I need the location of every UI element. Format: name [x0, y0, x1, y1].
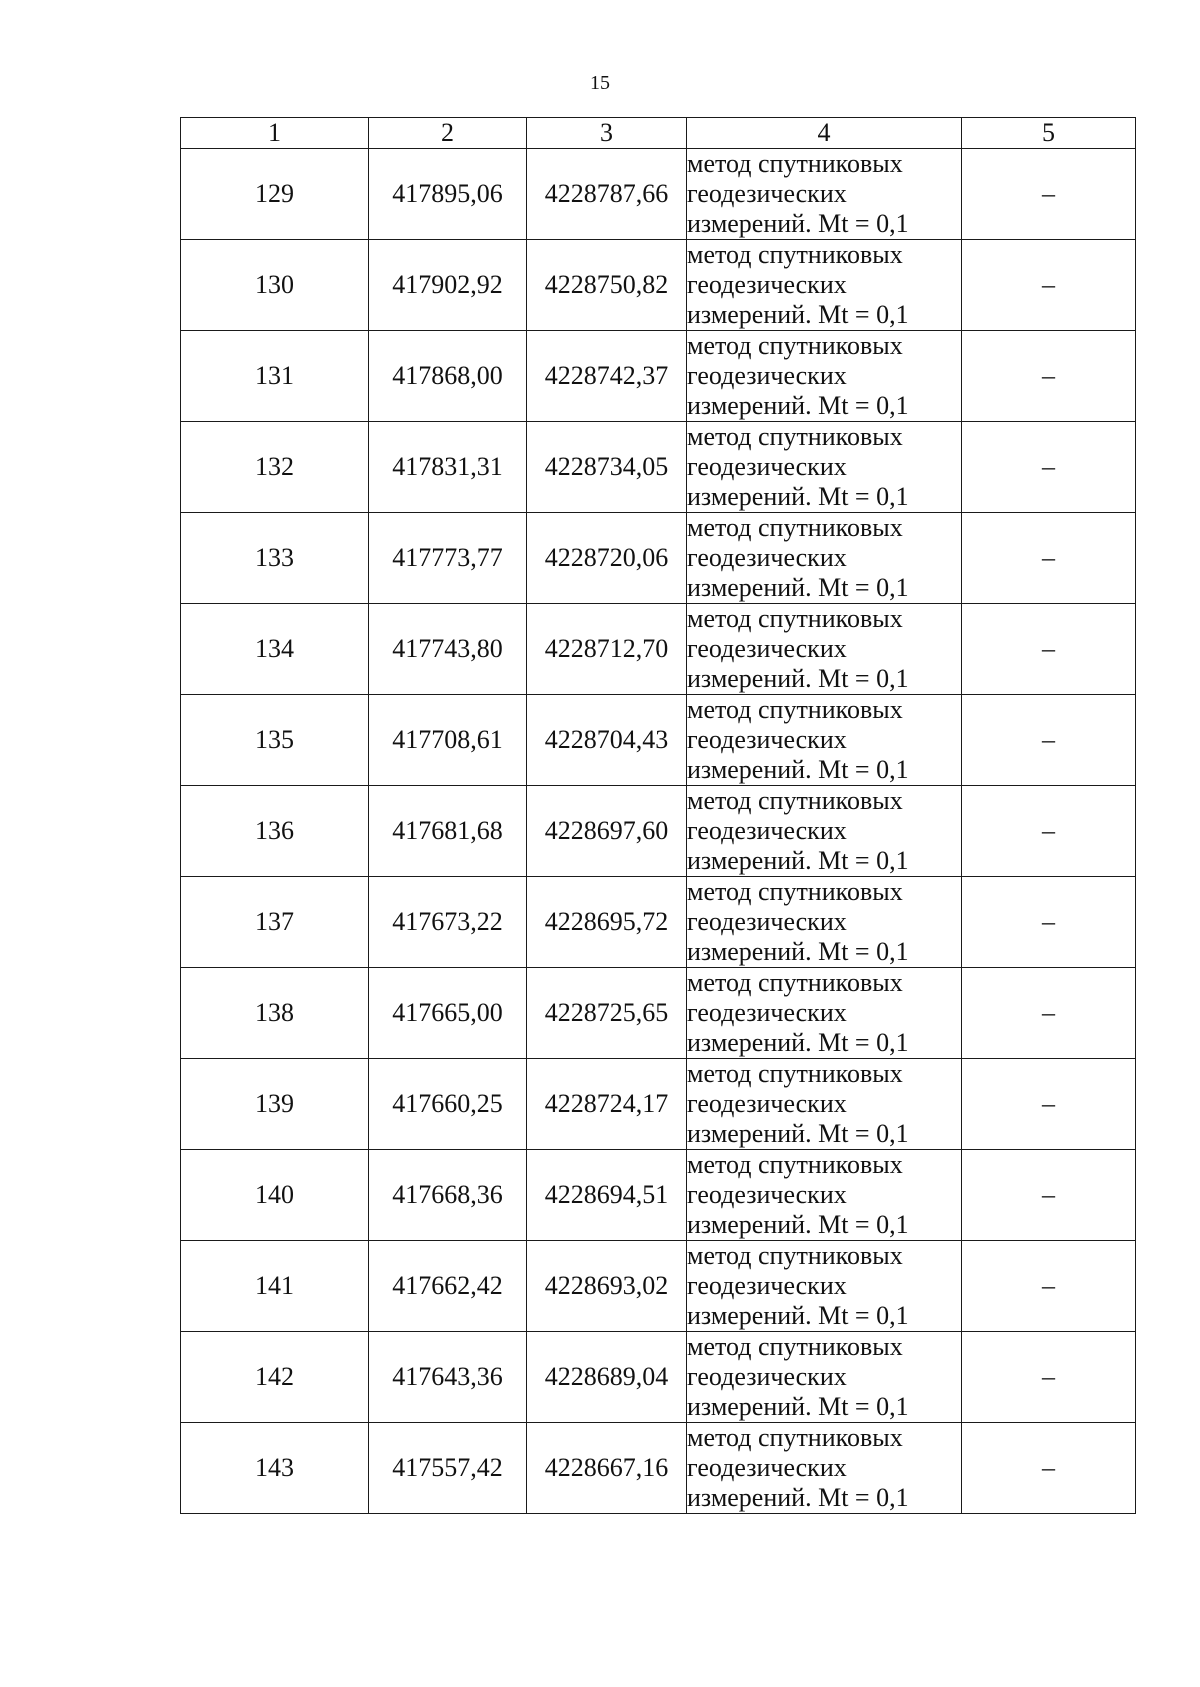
point-number-cell: 141 [181, 1241, 369, 1332]
y-coordinate-cell: 4228725,65 [527, 968, 687, 1059]
y-coordinate-cell: 4228689,04 [527, 1332, 687, 1423]
table-row [181, 240, 1136, 331]
y-coordinate-cell: 4228720,06 [527, 513, 687, 604]
method-cell: метод спутниковых геодезических измерений. Mt = 0,1 [687, 1332, 962, 1423]
point-number-cell: 143 [181, 1423, 369, 1514]
note-cell: – [962, 786, 1136, 877]
method-cell: метод спутниковых геодезических измерений. Mt = 0,1 [687, 149, 962, 240]
header-col-5: 5 [962, 118, 1136, 149]
y-coordinate-cell: 4228734,05 [527, 422, 687, 513]
header-col-1: 1 [181, 118, 369, 149]
x-coordinate-cell: 417902,92 [369, 240, 527, 331]
method-cell: метод спутниковых геодезических измерений. Mt = 0,1 [687, 1150, 962, 1241]
y-coordinate-cell: 4228697,60 [527, 786, 687, 877]
y-coordinate-cell: 4228724,17 [527, 1059, 687, 1150]
x-coordinate-cell: 417665,00 [369, 968, 527, 1059]
point-number-cell: 135 [181, 695, 369, 786]
table-body [181, 149, 1136, 1514]
x-coordinate-cell: 417708,61 [369, 695, 527, 786]
method-cell: метод спутниковых геодезических измерений. Mt = 0,1 [687, 877, 962, 968]
method-cell: метод спутниковых геодезических измерений. Mt = 0,1 [687, 422, 962, 513]
table-row [181, 149, 1136, 240]
note-cell: – [962, 422, 1136, 513]
note-cell: – [962, 877, 1136, 968]
table-row [181, 695, 1136, 786]
table-row [181, 1241, 1136, 1332]
x-coordinate-cell: 417773,77 [369, 513, 527, 604]
y-coordinate-cell: 4228712,70 [527, 604, 687, 695]
x-coordinate-cell: 417868,00 [369, 331, 527, 422]
table-row [181, 1332, 1136, 1423]
note-cell: – [962, 1332, 1136, 1423]
point-number-cell: 134 [181, 604, 369, 695]
method-cell: метод спутниковых геодезических измерений. Mt = 0,1 [687, 695, 962, 786]
y-coordinate-cell: 4228787,66 [527, 149, 687, 240]
method-cell: метод спутниковых геодезических измерений. Mt = 0,1 [687, 968, 962, 1059]
y-coordinate-cell: 4228667,16 [527, 1423, 687, 1514]
note-cell: – [962, 240, 1136, 331]
note-cell: – [962, 331, 1136, 422]
method-cell: метод спутниковых геодезических измерений. Mt = 0,1 [687, 240, 962, 331]
note-cell: – [962, 968, 1136, 1059]
note-cell: – [962, 513, 1136, 604]
note-cell: – [962, 149, 1136, 240]
x-coordinate-cell: 417895,06 [369, 149, 527, 240]
table-row [181, 1059, 1136, 1150]
point-number-cell: 131 [181, 331, 369, 422]
method-cell: метод спутниковых геодезических измерений. Mt = 0,1 [687, 331, 962, 422]
x-coordinate-cell: 417831,31 [369, 422, 527, 513]
header-row [181, 118, 1136, 149]
point-number-cell: 130 [181, 240, 369, 331]
method-cell: метод спутниковых геодезических измерений. Mt = 0,1 [687, 1423, 962, 1514]
point-number-cell: 132 [181, 422, 369, 513]
x-coordinate-cell: 417743,80 [369, 604, 527, 695]
x-coordinate-cell: 417643,36 [369, 1332, 527, 1423]
header-col-2: 2 [369, 118, 527, 149]
y-coordinate-cell: 4228704,43 [527, 695, 687, 786]
method-cell: метод спутниковых геодезических измерений. Mt = 0,1 [687, 786, 962, 877]
note-cell: – [962, 1423, 1136, 1514]
table-row [181, 331, 1136, 422]
table-header [181, 118, 1136, 149]
method-cell: метод спутниковых геодезических измерений. Mt = 0,1 [687, 604, 962, 695]
table-row [181, 968, 1136, 1059]
table-row [181, 1150, 1136, 1241]
point-number-cell: 138 [181, 968, 369, 1059]
table-row [181, 604, 1136, 695]
table-row [181, 877, 1136, 968]
note-cell: – [962, 1241, 1136, 1332]
note-cell: – [962, 604, 1136, 695]
point-number-cell: 142 [181, 1332, 369, 1423]
table-row [181, 1423, 1136, 1514]
y-coordinate-cell: 4228742,37 [527, 331, 687, 422]
y-coordinate-cell: 4228694,51 [527, 1150, 687, 1241]
method-cell: метод спутниковых геодезических измерений. Mt = 0,1 [687, 1241, 962, 1332]
note-cell: – [962, 695, 1136, 786]
x-coordinate-cell: 417668,36 [369, 1150, 527, 1241]
x-coordinate-cell: 417662,42 [369, 1241, 527, 1332]
note-cell: – [962, 1150, 1136, 1241]
x-coordinate-cell: 417557,42 [369, 1423, 527, 1514]
y-coordinate-cell: 4228693,02 [527, 1241, 687, 1332]
table-row [181, 422, 1136, 513]
y-coordinate-cell: 4228695,72 [527, 877, 687, 968]
note-cell: – [962, 1059, 1136, 1150]
method-cell: метод спутниковых геодезических измерений. Mt = 0,1 [687, 1059, 962, 1150]
page-number: 15 [590, 72, 610, 94]
header-col-3: 3 [527, 118, 687, 149]
x-coordinate-cell: 417673,22 [369, 877, 527, 968]
point-number-cell: 133 [181, 513, 369, 604]
header-col-4: 4 [687, 118, 962, 149]
x-coordinate-cell: 417681,68 [369, 786, 527, 877]
method-cell: метод спутниковых геодезических измерений. Mt = 0,1 [687, 513, 962, 604]
coordinates-table [180, 117, 1136, 1514]
point-number-cell: 129 [181, 149, 369, 240]
point-number-cell: 140 [181, 1150, 369, 1241]
point-number-cell: 136 [181, 786, 369, 877]
y-coordinate-cell: 4228750,82 [527, 240, 687, 331]
point-number-cell: 137 [181, 877, 369, 968]
table-row [181, 786, 1136, 877]
point-number-cell: 139 [181, 1059, 369, 1150]
x-coordinate-cell: 417660,25 [369, 1059, 527, 1150]
table-row [181, 513, 1136, 604]
